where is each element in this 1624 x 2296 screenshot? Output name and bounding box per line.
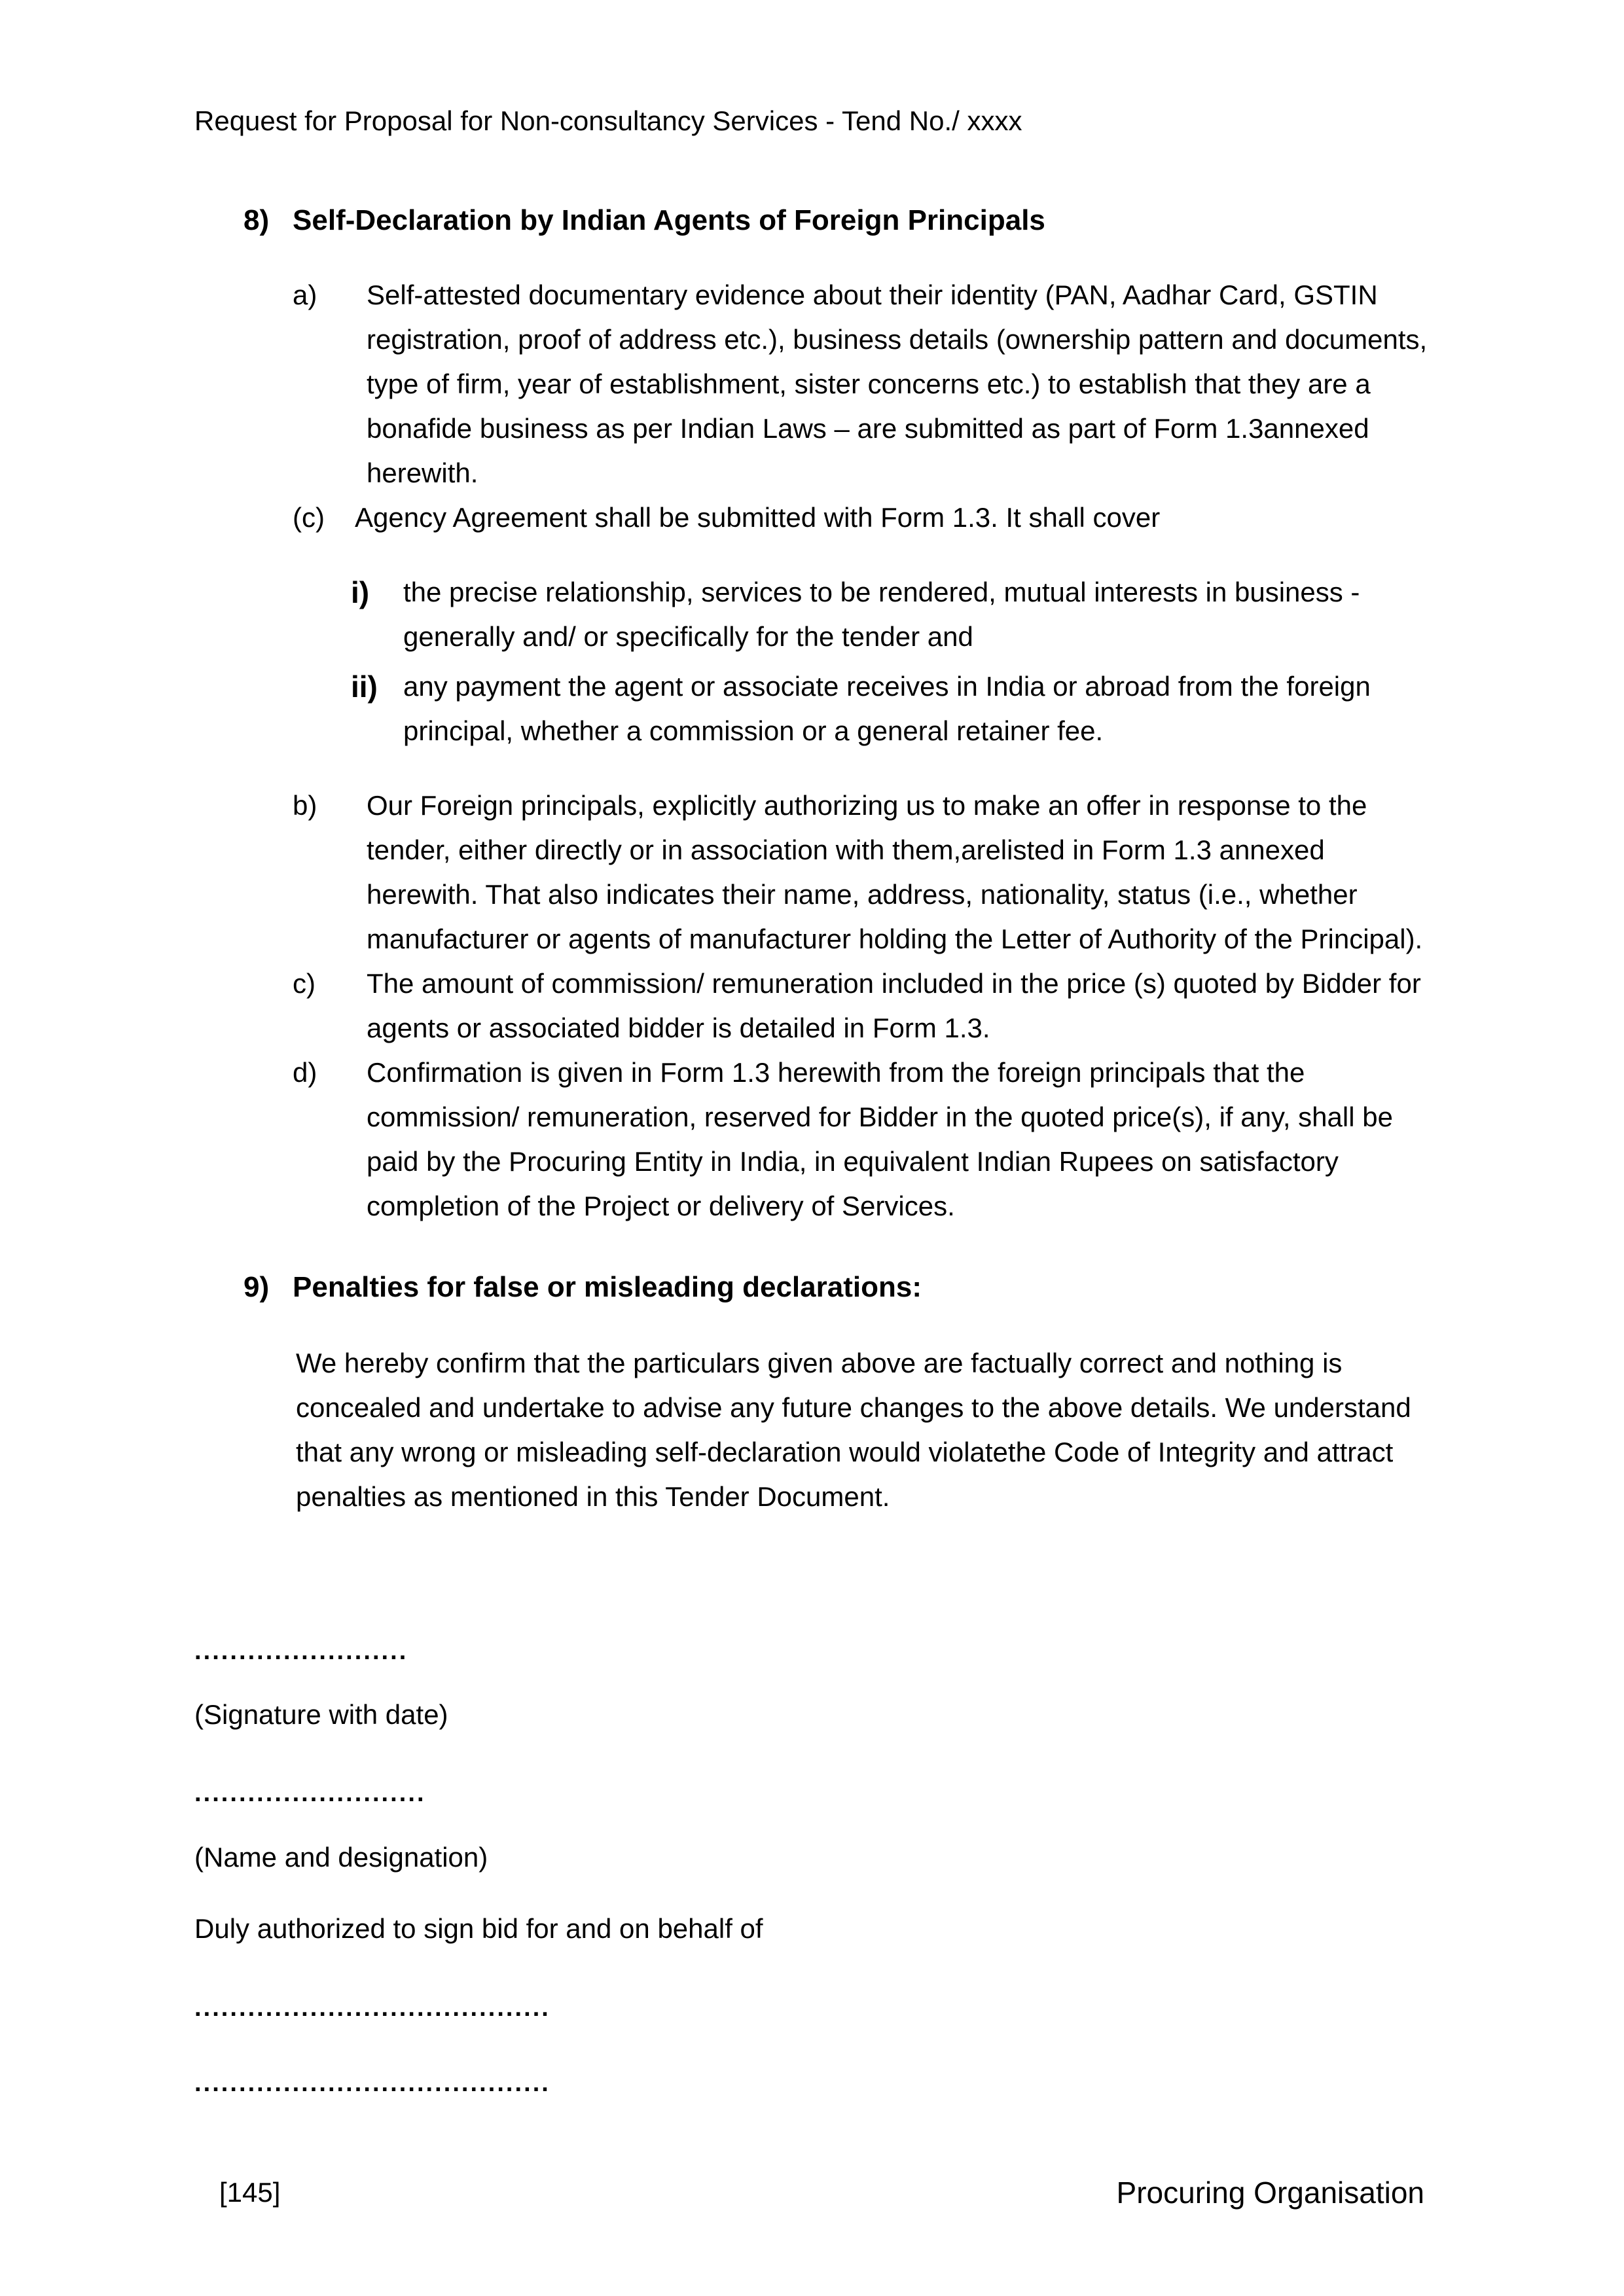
item-b-text: Our Foreign principals, explicitly authorizing us to make an offer in response to the tender, either directly or in association with them,arelisted in Form 1.3 annexed herewith. That also indicates their name, address, nationality, status (i.e., whether manufacturer or agents of manufacturer holding the Letter of Authority of the Principal). [367, 790, 1423, 954]
firm-dots-line-2: ........................................ [194, 2070, 550, 2097]
section-8-title: Self-Declaration by Indian Agents of Foreign Principals [293, 204, 1045, 236]
signature-dots-line: ........................ [194, 1638, 408, 1665]
footer-page-number: [145] [219, 2177, 281, 2208]
list-item-b [293, 783, 1438, 961]
item-b-marker: b) [293, 790, 317, 821]
section-9-heading [244, 1265, 1438, 1310]
item-c-marker: c) [293, 968, 316, 999]
page-header: Request for Proposal for Non-consultancy Services - Tend No./ xxxx [194, 105, 1022, 136]
section-9-number: 9) [244, 1271, 270, 1303]
sub-list-item-i [351, 570, 1438, 659]
item-c-agency-text: Agency Agreement shall be submitted with Form 1.3. It shall cover [355, 502, 1161, 533]
signature-label: (Signature with date) [194, 1699, 448, 1730]
list-item-c-agency [293, 495, 1438, 540]
item-c-agency-marker: (c) [293, 502, 325, 533]
declaration-paragraph: We hereby confirm that the particulars given above are factually correct and nothing is concealed and undertake to advise any future changes to the above details. We understand that any wrong or misleading self-declaration would violatethe Code of Integrity and attract penalties as mentioned in this Tender Document. [296, 1348, 1411, 1512]
sub-item-ii-marker: ii) [351, 670, 378, 704]
item-a-marker: a) [293, 279, 317, 310]
item-d-marker: d) [293, 1057, 317, 1088]
authorization-line: Duly authorized to sign bid for and on behalf of [194, 1913, 763, 1944]
section-8-heading [244, 198, 1438, 243]
list-item-d [293, 1050, 1438, 1229]
firm-dots-line-1: ........................................ [194, 1994, 550, 2022]
section-8-number: 8) [244, 204, 270, 236]
sub-list-item-ii [351, 664, 1438, 753]
section-9-title: Penalties for false or misleading declarations: [293, 1271, 922, 1303]
name-dots-line: .......................... [194, 1780, 426, 1807]
footer-organisation: Procuring Organisation [1116, 2176, 1424, 2210]
sub-item-ii-text: any payment the agent or associate receives in India or abroad from the foreign principal, whether a commission or a general retainer fee. [403, 671, 1371, 746]
list-item-c [293, 961, 1438, 1050]
signature-block [194, 1629, 1438, 2106]
item-a-text: Self-attested documentary evidence about their identity (PAN, Aadhar Card, GSTIN registration, proof of address etc.), business details (ownership pattern and documents, type of firm, year of establishment, sister concerns etc.) to establish that they are a bonafide business as per Indian Laws – are submitted as part of Form 1.3annexed herewith. [367, 279, 1428, 488]
list-item-a [293, 273, 1438, 495]
page-content [194, 101, 1438, 2106]
item-c-text: The amount of commission/ remuneration included in the price (s) quoted by Bidder for agents or associated bidder is detailed in Form 1.3. [367, 968, 1421, 1043]
item-d-text: Confirmation is given in Form 1.3 herewith from the foreign principals that the commission/ remuneration, reserved for Bidder in the quoted price(s), if any, shall be paid by the Procuring Entity in India, in equivalent Indian Rupees on satisfactory completion of the Project or delivery of Services. [367, 1057, 1393, 1221]
sub-item-i-marker: i) [351, 575, 370, 609]
sub-item-i-text: the precise relationship, services to be rendered, mutual interests in business - generally and/ or specifically for the tender and [403, 577, 1360, 652]
name-designation-label: (Name and designation) [194, 1842, 488, 1873]
